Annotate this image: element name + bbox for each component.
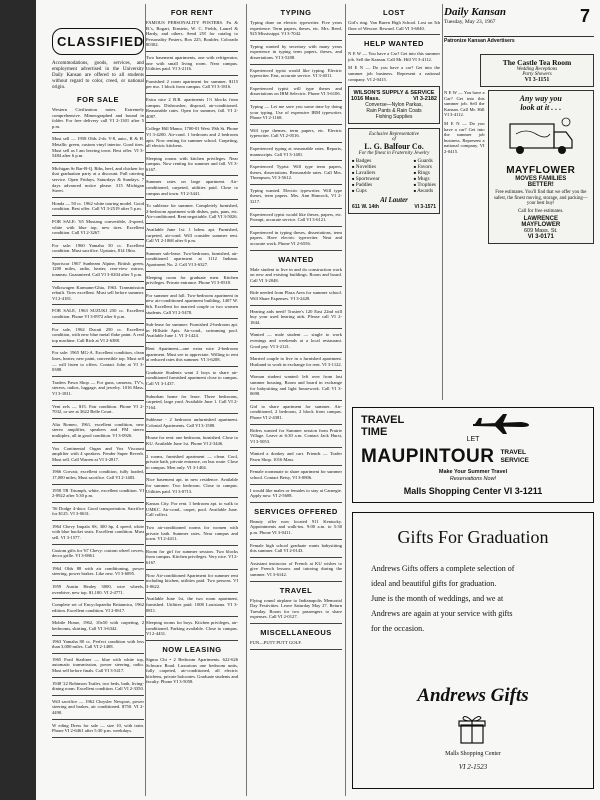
wilson-phone: VI 3-2182 bbox=[413, 96, 437, 103]
travel-brand: MAUPINTOUR bbox=[361, 446, 495, 467]
gifts-body3: June is the month of weddings, and we at bbox=[371, 594, 504, 603]
balfour-tagline: For the finest in Fraternity Jewelry bbox=[358, 151, 430, 157]
for-rent-ad: Sleeping room for graduate men. Kitchen privileges. Private entrance. Phone VI 3-0518. bbox=[146, 274, 238, 286]
for-sale-ad: 1964 Olds 88 with air conditioning, power steering, power brakes. Like new. VI 3-6095. bbox=[52, 565, 144, 577]
wilson-line3: Fishing Supplies bbox=[375, 114, 413, 121]
for-rent-ad: Rent Apartment—one extra nice 2-bedroom apartment. Must see to appreciate. Willing to rent at reduced rates this summer. VI 3-6208. bbox=[146, 345, 238, 363]
balfour-items-right bbox=[414, 158, 436, 194]
balfour-item-label: Guards bbox=[417, 158, 433, 165]
lost-ad: Girl's ring. Van Buren High School. Lost on 5th floor of Wescoe. Reward. Call VI 3-6040. bbox=[348, 20, 440, 31]
section-heading-help-wanted: HELP WANTED bbox=[364, 39, 424, 49]
ad-divider bbox=[146, 450, 238, 451]
gifts-phone: VI 2-1523 bbox=[458, 763, 488, 771]
for-sale-ad: Vent zels — $15. Fair condition. Phone VI 2-7032, or see at 3622 Belle Court. bbox=[52, 403, 144, 415]
ad-divider bbox=[52, 653, 144, 654]
ad-divider bbox=[52, 616, 144, 617]
for-rent-ad: Room for girl for summer session. Two blocks from campus. Kitchen privileges. Very nice. VI 2-6167. bbox=[146, 548, 238, 565]
ad-divider bbox=[146, 93, 238, 94]
ad-divider bbox=[146, 175, 238, 176]
wilson-address: 1016 Mass. bbox=[351, 96, 381, 103]
travel-headline1: TRAVEL bbox=[361, 414, 405, 426]
ad-divider bbox=[250, 64, 342, 65]
help-wanted-ad: N E W — You have a Car? Get into this summer job. Sell the Kansan. Call Mr. Hill VI 3-4112. bbox=[348, 51, 440, 62]
column-typing-wanted bbox=[250, 4, 342, 796]
wanted-ad: Woman student wanted: left over from last summer housing. Room and board in exchange for babysitting and light housework. Call VI 3-0698. bbox=[250, 374, 342, 397]
mayflower-call: Call for free estimates. bbox=[518, 208, 564, 214]
column-divider bbox=[345, 4, 346, 796]
typing-ad: Experienced typist will type theses and dissertations on IBM Selectric. Phone VI 3-6106. bbox=[250, 85, 342, 97]
tearoom-name: The Castle Tea Room bbox=[502, 58, 572, 67]
balfour-item-label: Lavaliers bbox=[355, 170, 376, 177]
ad-divider bbox=[250, 352, 342, 353]
ad-divider bbox=[146, 640, 238, 641]
balfour-item-label: Paddles bbox=[355, 182, 373, 189]
ad-divider bbox=[52, 400, 144, 401]
balfour-item: ■ Badges bbox=[352, 158, 372, 165]
ad-divider bbox=[52, 442, 144, 443]
ad-divider bbox=[250, 184, 342, 185]
ad-divider bbox=[250, 250, 342, 251]
ad-divider bbox=[250, 40, 342, 41]
balfour-item-label: Awards bbox=[417, 188, 434, 195]
wilson-line1: Converse—Nylon Parkas, bbox=[365, 102, 423, 109]
ad-divider bbox=[52, 281, 144, 282]
for-rent-ad: Available June 1st: 1 bdrm. apt. Furnished, carpeted, air-cond. Will consider summer rent. Call VI 2-1068 after 6 p.m. bbox=[146, 227, 238, 244]
for-sale-ad: For sale: 1965 MG-A. Excellent condition, clean lines, heater, new paint, convertible top. Must sell — will listen to offers. Contact John at VI 3-0388. bbox=[52, 350, 144, 373]
for-rent-ad: Sleeping rooms for boys. Kitchen privileges, air-conditioned. Parking available. Close to campus. VI 2-4431. bbox=[146, 620, 238, 637]
ad-divider bbox=[146, 497, 238, 498]
ad-divider bbox=[52, 737, 144, 738]
section-heading-travel: TRAVEL bbox=[279, 585, 313, 595]
for-rent-ad: Sub-lease for summer: Furnished 2-bedroom apt. in Hillside Apts. Air-cond., swimming pool. Available June 1. VI 3-1424. bbox=[146, 322, 238, 339]
for-sale-ad: Alta Romeo, 1961, excellent condition, new stereo amplifier, speakers and FM stereo multiplex, all in good condition. VI 3-0926. bbox=[52, 421, 144, 438]
ad-divider bbox=[146, 366, 238, 367]
wilson-supply-ad bbox=[348, 86, 440, 124]
balfour-item-label: Novelties bbox=[355, 164, 377, 171]
balfour-item-label: Mugs bbox=[417, 176, 430, 183]
section-heading-now-leasing: NOW LEASING bbox=[162, 644, 222, 654]
balfour-item: ■ Awards bbox=[413, 188, 434, 195]
travel-let: LET bbox=[466, 436, 480, 443]
for-rent-ad: Furnished 2 room apartment for summer, $115 per mo. 1 block from campus. Call VI 3-1816. bbox=[146, 78, 238, 90]
for-rent-list bbox=[146, 20, 238, 641]
ad-divider bbox=[146, 289, 238, 290]
for-rent-ad: Extra nice 2 B.R. apartments 1½ blocks from campus. Dishwasher, disposal, air-conditioned. Reasonable rates. Open for summer, fall. VI 2-4087. bbox=[146, 96, 238, 119]
ad-divider bbox=[146, 342, 238, 343]
balfour-exclusive: Exclusive Representative bbox=[369, 132, 419, 138]
airplane-icon bbox=[471, 412, 531, 436]
mayflower-headline2: look at it . . . bbox=[520, 103, 562, 112]
gifts-body2: ideal and beautiful gifts for graduation. bbox=[371, 579, 497, 588]
travel-headline2: TIME bbox=[361, 426, 388, 438]
travel-address: Malls Shopping Center VI 3-1211 bbox=[403, 486, 543, 496]
typing-list bbox=[250, 20, 342, 251]
header-tagline: Patronize Kansan Advertisers bbox=[444, 38, 515, 44]
ad-divider bbox=[146, 122, 238, 123]
for-rent-ad: Two basement apartments, one with refrigerator, one with small living room. Near campus. Utilities paid. VI 3-2116. bbox=[146, 54, 238, 72]
typing-ad: Experienced typist would like theses, papers, etc. Prompt, accurate service. Call VI 3-6121. bbox=[250, 211, 342, 223]
ad-divider bbox=[250, 465, 342, 466]
for-sale-ad: FOR SALE, 1963 SUZUKI 250 cc. Excellent condition. Phone VI 3-0972 after 6 p.m. bbox=[52, 308, 144, 320]
ad-divider bbox=[146, 616, 238, 617]
ad-divider bbox=[146, 413, 238, 414]
mayflower-slogan2: BETTER! bbox=[527, 182, 554, 188]
balfour-item-label: Sportswear bbox=[355, 176, 380, 183]
for-sale-ad: Complete set of Encyclopaedia Britannica, 1962 edition. Excellent condition. VI 2-0617. bbox=[52, 602, 144, 613]
ad-divider bbox=[52, 197, 144, 198]
balfour-contact: Al Lauter bbox=[380, 196, 408, 205]
ad-divider bbox=[250, 484, 342, 485]
wanted-ad: Male student to live in and do construction work on new and existing buildings. Room and board. Call VI 3-2048. bbox=[250, 266, 342, 283]
gifts-body1: Andrews Gifts offers a complete selection of bbox=[371, 564, 515, 573]
ad-divider bbox=[146, 473, 238, 474]
for-sale-ad: 1964 Chevy Impala SS, 300 hp, 4 speed, white with blue bucket seats. Excellent condition. Must sell. VI 3-1577. bbox=[52, 523, 144, 541]
ad-divider bbox=[52, 677, 144, 678]
wilson-name: WILSON'S SUPPLY & SERVICE bbox=[353, 90, 435, 97]
for-rent-ad: Graduate Students want 2 boys to share air-conditioned furnished apartment close to campus. Call VI 3-1437. bbox=[146, 369, 238, 386]
balfour-item: ■ Lavaliers bbox=[352, 170, 376, 177]
balfour-item-label: Favors bbox=[417, 164, 432, 171]
for-rent-ad: Now Air-conditioned Apartment for summer rent including kitchen, utilities paid. Two persons. VI 3-0622. bbox=[146, 572, 238, 589]
ad-divider bbox=[250, 124, 342, 125]
wanted-ad: Riders wanted for Summer session from Prairie Village. Leave at 6:30 a.m. Contact Jack Hurst, VI 3-5053. bbox=[250, 427, 342, 444]
andrews-gifts-ad bbox=[352, 512, 594, 789]
classified-intro: Accommodations, goods, services, and employment advertised in the University Daily Kansan are offered to all students without regard to color, creed, or national origin. bbox=[52, 61, 144, 90]
for-sale-ad: Michigan Sr Bar-B-Q. Ribs, beef, and chicken for that graduation party at a discount. Full catering service. Open Fridays, Saturdays & Sundays. 7 days advanced notice please. 315 Michigan Street. bbox=[52, 165, 144, 194]
for-rent-ad: 2 rooms, furnished apartment — clean. Cool, private bath, private entrance, on bus route. Close to campus. Men only. VI 3-1404. bbox=[146, 453, 238, 470]
ad-divider bbox=[52, 346, 144, 347]
gift-box-icon bbox=[457, 713, 487, 745]
for-rent-ad: Sleeping rooms with kitchen privileges. Near campus. Now renting for summer and fall. VI 3-6167. bbox=[146, 155, 238, 172]
ad-divider bbox=[146, 75, 238, 76]
typing-ad: Typing wanted by secretary with many years experience in typing term papers, theses, and dissertations. VI 3-5208. bbox=[250, 43, 342, 60]
section-heading-for-rent: FOR RENT bbox=[170, 8, 214, 17]
header-rule bbox=[444, 36, 594, 37]
ad-divider bbox=[250, 400, 342, 401]
ad-divider bbox=[52, 580, 144, 581]
for-rent-ad: Two air-conditioned rooms for women with private bath. Summer rates. Near campus and town. VI 2-4411. bbox=[146, 525, 238, 542]
help-wanted-mini: N E W — You have a Car? Get into this summer job. Sell the Kansan. Call Mr. Hill VI 3-4112. bbox=[444, 90, 485, 118]
issue-date: Tuesday, May 23, 1967 bbox=[444, 19, 496, 25]
page-number: 7 bbox=[579, 6, 590, 26]
for-sale-ad: FOR SALE: '65 Mustang convertible, 4-speed, white with blue top, new tires. Excellent condition. Call VI 2-3267. bbox=[52, 218, 144, 236]
ad-divider bbox=[52, 719, 144, 720]
mayflower-slogan1: MOVES FAMILIES bbox=[515, 176, 567, 182]
wanted-ad: Hearing aids need! Trustee's 120 East 22nd will buy your used hearing aids. Please call VI 2-1844. bbox=[250, 308, 342, 325]
for-sale-ad: For sale, 1962 Ducati 250 cc. Excellent condition, with new blue metal flake paint. A real top machine. Call Rich at VI 2-6388. bbox=[52, 326, 144, 343]
travel-slogan: Make Your Summer Travel bbox=[438, 469, 508, 475]
typing-ad: Experienced typist would like typing. Electric typewriter. Fast, accurate service. VI 3-4011. bbox=[250, 67, 342, 79]
column-lost-help bbox=[348, 4, 440, 404]
balfour-item: ■ Favors bbox=[413, 164, 432, 171]
for-sale-list bbox=[52, 107, 144, 738]
column-for-sale bbox=[52, 4, 144, 796]
wanted-list bbox=[250, 267, 342, 503]
misc-ad: FUN—PUTT PUTT GOLF. bbox=[250, 639, 302, 645]
mayflower-phone: VI 3-0171 bbox=[527, 233, 554, 240]
ad-divider bbox=[52, 520, 144, 521]
for-sale-ad: W eding Dress for sale — size 10, with train. Phone VI 2-6461 after 5:30 p.m. weekdays. bbox=[52, 722, 144, 734]
for-sale-ad: Sportscar 1967 Sunbeam Alpine, British green, 1200 miles, radio, heater, rear-view mirror, tonneau. Guaranteed. Call VI 3-0204 after 5 p.m. bbox=[52, 260, 144, 278]
ad-divider bbox=[250, 447, 342, 448]
ad-divider bbox=[52, 562, 144, 563]
wanted-ad: Ride needed from Plaza Area for summer school. Will Share Expenses. VI 3-2428. bbox=[250, 290, 342, 301]
for-rent-ad: Kansas City. For rent. 1 bedroom apt. to walk to UMKC. Air-cond., carpet, pool. Available June. Call collect. bbox=[146, 501, 238, 518]
balfour-items-left bbox=[352, 158, 380, 194]
wanted-ad: Wanted — male student — single to work evenings and weekends at a local restaurant. Good pay. VI 3-2121. bbox=[250, 332, 342, 349]
balfour-phone: VI 3-1571 bbox=[414, 204, 436, 211]
section-heading-services-offered: SERVICES OFFERED bbox=[254, 506, 338, 516]
ad-divider bbox=[52, 598, 144, 599]
tearoom-line2: Party Showers bbox=[522, 72, 552, 77]
ad-divider bbox=[52, 257, 144, 258]
services-ad: Female high school graduate wants babysitting this summer. Call VI 2-0143. bbox=[250, 542, 342, 554]
ad-divider bbox=[250, 160, 342, 161]
ad-divider bbox=[52, 695, 144, 696]
ad-divider bbox=[146, 318, 238, 319]
section-heading-lost: LOST bbox=[383, 8, 405, 17]
ad-divider bbox=[250, 328, 342, 329]
ad-divider bbox=[146, 592, 238, 593]
gifts-body bbox=[371, 561, 583, 636]
section-heading-for-sale: FOR SALE bbox=[77, 95, 119, 104]
for-sale-ad: Traders Pawn Shop — For guns, cameras, TV's, stereos, radios, luggage, and jewelry. 1016 Mass. VI 3-1811. bbox=[52, 379, 144, 396]
section-heading-miscellaneous: MISCELLANEOUS bbox=[260, 627, 332, 637]
ad-divider bbox=[146, 521, 238, 522]
for-rent-ad: To sublease for summer. Completely furnished, 2-bedroom apartment with dishes, pots, pans, etc. Air-conditioned. Rent negotiable. Call VI 3-5026. bbox=[146, 203, 238, 220]
for-sale-ad: Will sacrifice — 1962 Chrysler Newport, power steering and brakes, air conditioned. $750. VI 2-4490. bbox=[52, 698, 144, 715]
for-rent-ad: For summer and fall. Two-bedroom apartment in new air-conditioned apartment building, 1407 W. 6th. Excellent for married couple or two women students. Call VI 2-5478. bbox=[146, 292, 238, 315]
balfour-name: L. G. Balfour Co. bbox=[364, 142, 424, 152]
ad-divider bbox=[146, 199, 238, 200]
ad-divider bbox=[146, 271, 238, 272]
ad-divider bbox=[250, 305, 342, 306]
balfour-item-label: Cups bbox=[355, 188, 367, 195]
ad-divider bbox=[146, 51, 238, 52]
for-rent-ad: House for rent: one bedroom, furnished. Close to KU. Available June 1st. Phone VI 2-3446. bbox=[146, 435, 238, 447]
column-divider bbox=[442, 4, 443, 400]
ad-divider bbox=[250, 581, 342, 582]
now-leasing-ad: Sigma Chi • 2 Bedroom Apartments. 622-626 Schwarz Road. Luxurious one bedroom units, fully carpeted, air-conditioned, all electric kitchens, private balconies. Graduate students and faculty. Phone VI 3-5058. bbox=[146, 656, 238, 685]
mini-ads-column bbox=[444, 90, 485, 244]
ad-divider bbox=[52, 465, 144, 466]
ad-divider bbox=[250, 100, 342, 101]
ad-divider bbox=[52, 418, 144, 419]
mayflower-body: Free estimates. You'll find that we offer you the safest, the finest moving, storage, and packing—your best buy! bbox=[493, 190, 588, 207]
mayflower-ad bbox=[488, 90, 594, 244]
balfour-of: of bbox=[392, 137, 396, 143]
for-sale-ad: 1959 Austin Healey 3000, wire wheels, overdrive, new top. $1,100. VI 2-4771. bbox=[52, 584, 144, 595]
ad-divider bbox=[146, 431, 238, 432]
wanted-ad: Wanted a donkey and cart. Friends — Trader Pawn Shop. 1016 Mass. bbox=[250, 451, 342, 462]
help-wanted-ad: M E N — Do you have a car? Get into the summer job business. Represent a national company. VI 2-0415. bbox=[348, 65, 440, 82]
balfour-ad bbox=[348, 128, 440, 214]
misc-list bbox=[250, 640, 342, 650]
balfour-item-label: Rings bbox=[417, 170, 430, 177]
ad-divider bbox=[52, 239, 144, 240]
scan-edge bbox=[0, 0, 36, 800]
gifts-location: Malls Shopping Center bbox=[445, 751, 501, 757]
travel-list bbox=[250, 598, 342, 624]
for-sale-ad: '56 Dodge 4-door. Good transportation. Sacrifice for $125. VI 3-0631. bbox=[52, 505, 144, 517]
typing-ad: Will type themes, term papers, etc. Electric typewriter. Call VI 2-0516. bbox=[250, 127, 342, 139]
balfour-item: ■ Cups bbox=[352, 188, 367, 195]
ad-divider bbox=[250, 557, 342, 558]
for-sale-ad: 1958 TR Triumph, white, excellent condition. VI 2-0922 after 5:30 p.m. bbox=[52, 487, 144, 499]
balfour-item: ■ Sportswear bbox=[352, 176, 380, 183]
lost-list bbox=[348, 20, 440, 35]
ad-divider bbox=[52, 304, 144, 305]
for-sale-ad: Mobile Home, 1962, 10x50 with carpeting, 2 bedrooms, skirting. Call VI 3-6342. bbox=[52, 620, 144, 631]
gifts-title: Gifts For Graduation bbox=[397, 527, 549, 547]
ad-divider bbox=[250, 82, 342, 83]
typing-ad: Typing done on electric typewriter. Five years experience. Term papers, theses, etc. Mrs. Reed, 925 Mississippi. VI 3-7042. bbox=[250, 20, 342, 37]
ad-divider bbox=[250, 649, 342, 650]
mayflower-headline1: Any way you bbox=[519, 94, 562, 103]
wanted-ad: Girl to share apartment for summer. Air-conditioned, 2 bedroom, 2 block from campus. Phone VI 2-4381. bbox=[250, 403, 342, 420]
moving-van-icon bbox=[506, 114, 576, 158]
for-sale-ad: Custom gifts for '67 Chevy: custom wheel covers, decor grille. VI 3-0861. bbox=[52, 547, 144, 559]
for-sale-ad: 1948 '22 Robinson Trailer, two beds, bath, living-dining room. Excellent condition. Call VI 2-3350. bbox=[52, 680, 144, 692]
balfour-item: ■ Trophies bbox=[413, 182, 436, 189]
ad-divider bbox=[52, 635, 144, 636]
ad-divider bbox=[146, 569, 238, 570]
mayflower-brand: MAYFLOWER bbox=[506, 165, 576, 176]
ad-divider bbox=[250, 370, 342, 371]
travel-service2: SERVICE bbox=[500, 457, 529, 464]
typing-ad: Experienced typing at reasonable rates. Reports, manuscripts. Call VI 3-1481. bbox=[250, 145, 342, 157]
mayflower-contact2: MAYFLOWER bbox=[521, 221, 561, 228]
mayflower-address: 609 Mass. St. bbox=[523, 227, 558, 234]
typing-ad: Experienced Typist: Will type term papers, theses, dissertations. Reasonable rates. Call Mrs. Thompson, VI 3-5612. bbox=[250, 164, 342, 181]
wanted-ad: I would like males or females to stay at Carnegie. Apply now. VI 2-5608. bbox=[250, 487, 342, 499]
ad-divider bbox=[146, 223, 238, 224]
for-rent-ad: Summer rates on large apartment. Air-conditioned, carpeted, utilities paid. Close to campus and town. VI 2-3441. bbox=[146, 179, 238, 196]
balfour-item-label: Badges bbox=[355, 158, 372, 165]
ad-divider bbox=[52, 376, 144, 377]
tearoom-phone: VI 3-1151 bbox=[524, 77, 550, 83]
ad-divider bbox=[146, 390, 238, 391]
gifts-body5: for the occasion. bbox=[371, 624, 425, 633]
ad-divider bbox=[146, 545, 238, 546]
castle-tea-room-ad bbox=[480, 54, 594, 87]
for-sale-ad: 1965 Ford Starliner — blue with white top, automatic transmission, power steering, radio. Must sell before finals. Call VI 3-5417. bbox=[52, 656, 144, 673]
ad-divider bbox=[52, 484, 144, 485]
balfour-item: ■ Novelties bbox=[352, 164, 377, 171]
tearoom-line1: Wedding Receptions bbox=[516, 67, 558, 72]
for-sale-ad: Vox Continental Organ and Vox Viscount amplifier with 4 speakers. Fender Super Reverb. Must sell. Call Warren at VI 3-2817. bbox=[52, 445, 144, 462]
travel-headline bbox=[361, 414, 404, 438]
ad-divider bbox=[250, 539, 342, 540]
for-sale-ad: Western Civilization notes. Extremely comprehensive. Mimeographed and bound in folder. For free delivery call VI 2-1301 after 5 p.m. bbox=[52, 107, 144, 129]
help-wanted-list bbox=[348, 51, 440, 82]
maupintour-ad bbox=[352, 407, 594, 503]
typing-ad: Typing wanted. Electric typewriter. Will type theses, term papers. Mrs. Ann Hancock, VI 2-3217. bbox=[250, 187, 342, 205]
column-divider bbox=[246, 4, 247, 796]
for-rent-ad: Available June 1st, the two room apartment, furnished. Utilities paid. 1008 Louisiana. VI 3-0811. bbox=[146, 596, 238, 613]
wanted-ad: Married couple to live in a furnished apartment. Husband to work in exchange for rent. VI 3-1122. bbox=[250, 356, 342, 367]
help-wanted-mini: M E N — Do you have a car? Get into the summer job business. Represent a national company. VI 2-0415. bbox=[444, 120, 485, 154]
for-sale-ad: 1963 Yamaha 80 cc. Perfect condition with less than 3,000 miles. Call VI 2-1408. bbox=[52, 638, 144, 650]
balfour-item: ■ Rings bbox=[413, 170, 430, 177]
wanted-ad: Female roommate to share apartment for summer school. Contact Betsy, VI 3-0806. bbox=[250, 469, 342, 481]
ad-divider bbox=[250, 142, 342, 143]
ad-divider bbox=[250, 286, 342, 287]
column-ads-right bbox=[444, 50, 594, 415]
for-rent-ad: College Hill Manor, 1700-01 West 19th St. Phone VI 3-4200. Air-cond. 1 bedroom and 2 bedroom apts. Now renting for summer school. Carpeting, all electric kitchens. bbox=[146, 126, 238, 149]
for-sale-ad: For sale: 1960 Yamaha 50 cc. Excellent condition. Must sacrifice. Upstairs, 814 Ohio. bbox=[52, 242, 144, 254]
balfour-item: ■ Mugs bbox=[413, 176, 430, 183]
ad-divider bbox=[250, 208, 342, 209]
gifts-signature: Andrews Gifts bbox=[417, 685, 529, 706]
for-sale-ad: Honda — 50 cc. 1962 white touring model. Good condition. Best offer. Call VI 3-2519 after 5 p.m. bbox=[52, 200, 144, 212]
ad-divider bbox=[146, 152, 238, 153]
section-heading-wanted: WANTED bbox=[278, 254, 314, 264]
for-sale-ad: Must sell — 1958 Olds 2-dr. V-8, auto., R & H. Metallic green, custom vinyl interior. Good tires. Must sell as I am leaving town. Best offer. VI 3-5484 after 6 p.m. bbox=[52, 136, 144, 159]
wilson-line2: Rain Pants & Rain Coats bbox=[366, 108, 422, 115]
for-rent-ad: Sublease - 2 bedroom unfurnished apartment. Colonial Apartments. Call VI 3-1588. bbox=[146, 417, 238, 428]
mayflower-contact: LAWRENCE bbox=[523, 215, 558, 222]
ad-divider bbox=[146, 247, 238, 248]
services-ad: Assistant instructor of French at KU wishes to give French lessons and tutoring during the summer. VI 3-6142. bbox=[250, 560, 342, 577]
ad-divider bbox=[250, 623, 342, 624]
ad-divider bbox=[52, 323, 144, 324]
ad-divider bbox=[52, 132, 144, 133]
balfour-address: 611 W. 14th bbox=[352, 204, 379, 211]
classified-title: CLASSIFIED bbox=[52, 28, 144, 55]
ad-divider bbox=[52, 502, 144, 503]
ad-divider bbox=[52, 544, 144, 545]
newspaper-name: Daily Kansan bbox=[444, 6, 507, 18]
travel-service1: TRAVEL bbox=[500, 449, 526, 456]
travel-slogan2: Reservations Now! bbox=[449, 476, 497, 482]
for-sale-ad: 1966 Corvair, excellent condition, fully loaded, 17,000 miles, Must sacrifice. Call VI 2-1483. bbox=[52, 469, 144, 480]
balfour-item: ■ Paddles bbox=[352, 182, 373, 189]
ad-divider bbox=[52, 162, 144, 163]
travel-brand-row bbox=[361, 446, 529, 468]
balfour-item: ■ Guards bbox=[413, 158, 433, 165]
ad-divider bbox=[348, 34, 440, 35]
typing-ad: Typing — Let me save you some time by doing your typing. Use of expensive IBM typewriter. Phone VI 2-1168. bbox=[250, 103, 342, 121]
services-ad: Beauty offer now located 911 Kentucky. Appointments and walk-ins. 9:00 a.m. to 5:30 p.m. Phone VI 3-0411. bbox=[250, 518, 342, 536]
travel-ad: Flying round airplane to Indianapolis Memorial Day Festivities. Leave Saturday May 27. Return Tuesday. Room for two passengers to share expenses. Call VI 2-0127. bbox=[250, 597, 342, 620]
ad-divider bbox=[250, 502, 342, 503]
for-rent-ad: FAMOUS PERSONALITY POSTERS. Fu & B.'s, Bogart, Einstein, W. C. Fields, Laurel & Hardy, and others. Send 25¢ for catalog to Personality Posters, Box 225, Boulder, Colorado 80302. bbox=[146, 20, 238, 48]
ad-divider bbox=[250, 424, 342, 425]
balfour-item-label: Trophies bbox=[417, 182, 436, 189]
for-sale-ad: Volkswagen Karmann-Ghia, 1963. Transmission rebuilt. Tires excellent. Must sell before summer. VI 2-4181. bbox=[52, 284, 144, 301]
section-heading-typing: TYPING bbox=[280, 8, 312, 17]
gifts-body4: Andrews are again at your service with gifts bbox=[371, 609, 513, 618]
ad-divider bbox=[250, 226, 342, 227]
ad-divider bbox=[52, 215, 144, 216]
page-header bbox=[444, 6, 594, 30]
services-list bbox=[250, 519, 342, 582]
for-rent-ad: Summer sub-lease. Two-bedroom, furnished, air-conditioned apartment at 1112 Indiana. Apartment No. 2. Call VI 3-6327. bbox=[146, 250, 238, 267]
typing-ad: Experienced in typing theses, dissertations, term papers. Have electric typewriter. Neat and accurate work. Phone VI 2-6556. bbox=[250, 229, 342, 247]
column-for-rent bbox=[146, 4, 238, 796]
for-rent-ad: Suburban home for lease. Three bedrooms, carpeted, large yard. Available June 1. Call VI 2-7164. bbox=[146, 393, 238, 410]
for-rent-ad: Nice basement apt. in new residence. Available for summer. Two bedroom. Close to campus. Utilities paid. VI 3-0713. bbox=[146, 477, 238, 494]
